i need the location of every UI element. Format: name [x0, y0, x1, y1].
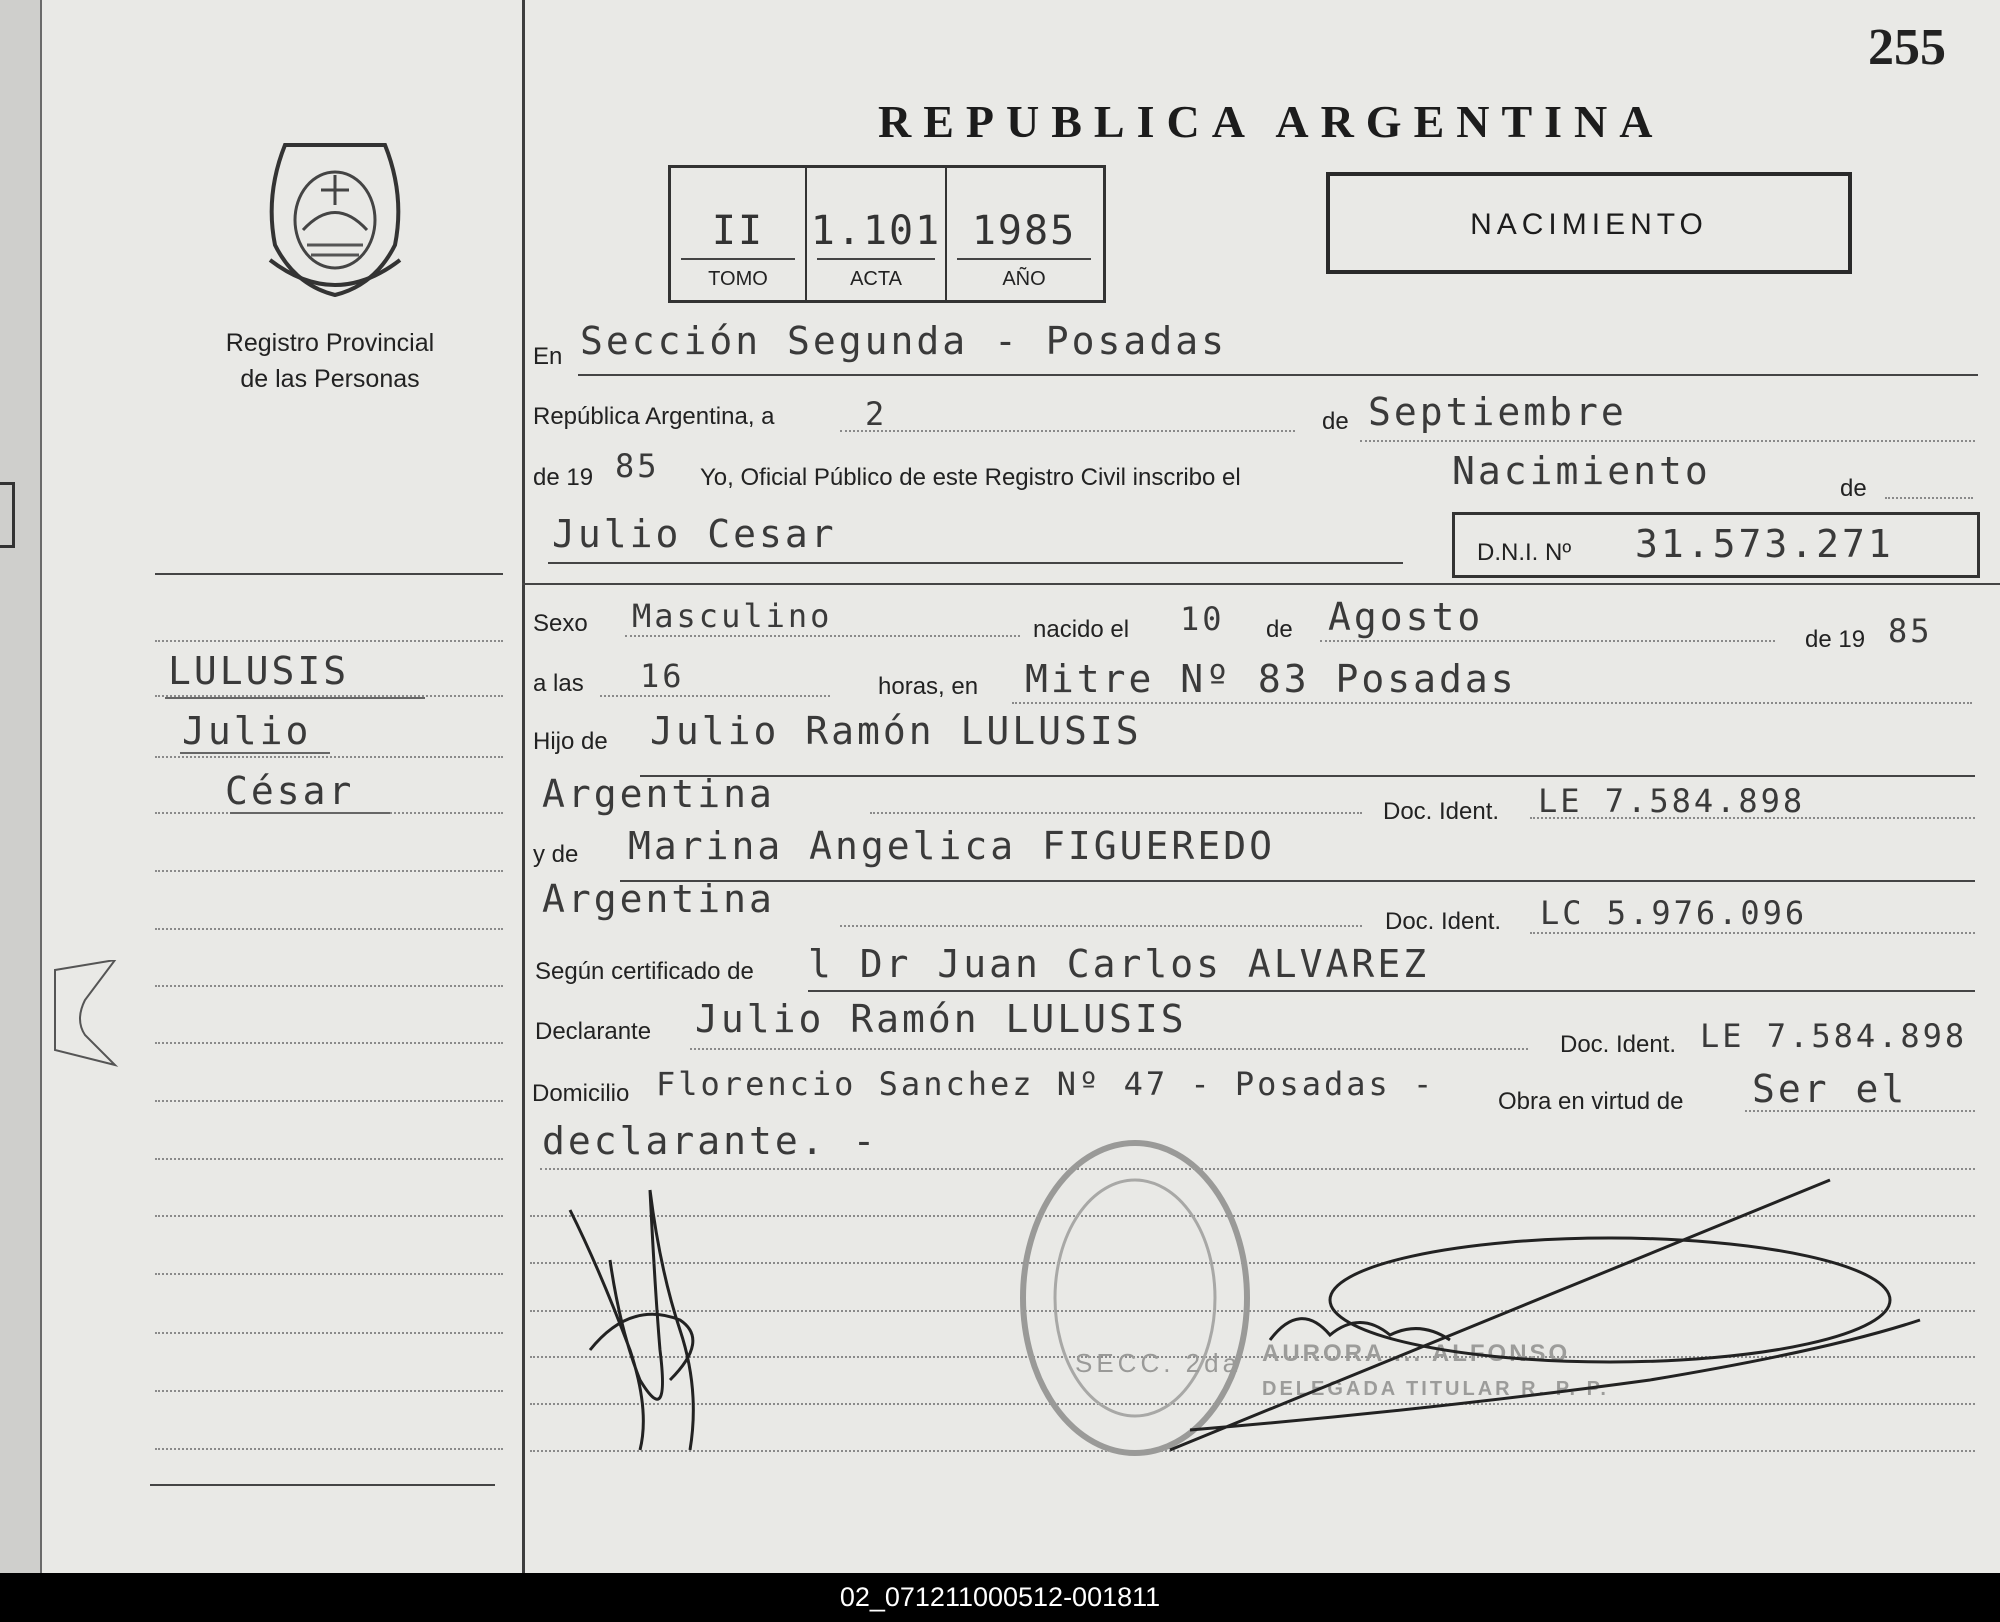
nacido-mes: Agosto	[1328, 595, 1484, 639]
mes-value: Septiembre	[1368, 390, 1627, 434]
sexo-value: Masculino	[632, 597, 833, 635]
image-id-footer: 02_071211000512-001811	[0, 1573, 2000, 1622]
madre-value: Marina Angelica FIGUEREDO	[628, 824, 1275, 868]
dotted-line	[870, 812, 1362, 814]
nombre-value: Julio Cesar	[552, 512, 837, 556]
inscribo-value: Nacimiento	[1452, 449, 1711, 493]
tomo-label: TOMO	[708, 268, 768, 290]
nacido-anio: 85	[1888, 612, 1933, 650]
binding-edge	[0, 0, 40, 1573]
left-dotted-line	[155, 1042, 503, 1044]
hijo-label: Hijo de	[533, 728, 608, 755]
acta-label: ACTA	[850, 268, 902, 290]
acta-box	[668, 165, 1106, 303]
republica-label: República Argentina, a	[533, 403, 775, 430]
de-label: de	[1322, 408, 1349, 435]
obra-label: Obra en virtud de	[1498, 1088, 1684, 1115]
dotted-line	[690, 1048, 1528, 1050]
binding-notch-icon	[45, 960, 125, 1070]
nacido-label: nacido el	[1033, 616, 1130, 643]
left-dotted-line	[155, 1448, 503, 1450]
madre-nacionalidad: Argentina	[542, 877, 775, 921]
official-signature-icon	[1130, 1170, 1930, 1460]
anio-value-field: 85	[615, 447, 660, 485]
dia-value: 2	[865, 395, 888, 433]
de19-label: de 19	[1805, 626, 1866, 653]
madre-doc-label: Doc. Ident.	[1385, 908, 1502, 935]
alas-label: a las	[533, 670, 584, 697]
oficial-text: Yo, Oficial Público de este Registro Civil inscribo el	[700, 464, 1241, 491]
dni-value: 31.573.271	[1635, 522, 1894, 566]
left-dotted-line	[155, 985, 503, 987]
obra-value-2: declarante. -	[542, 1119, 879, 1163]
line-rule	[548, 562, 1403, 564]
declarant-signature-icon	[560, 1150, 740, 1470]
binding-line	[40, 0, 42, 1573]
margin-surname: LULUSIS	[168, 649, 350, 693]
padre-doc: LE 7.584.898	[1538, 782, 1806, 820]
declarante-doc-label: Doc. Ident.	[1560, 1031, 1677, 1058]
acta-value: 1.101	[810, 208, 942, 254]
padre-doc-label: Doc. Ident.	[1383, 798, 1500, 825]
official-title: DELEGADA TITULAR R. P. P.	[1262, 1378, 1609, 1400]
anio-label: AÑO	[1002, 268, 1046, 290]
left-dotted-line	[155, 1100, 503, 1102]
left-rule-top	[155, 573, 503, 575]
anio-prefix: de 19	[533, 464, 594, 491]
province-seal-icon	[255, 135, 415, 300]
left-dotted-line	[155, 1158, 503, 1160]
dotted-line	[1320, 640, 1775, 642]
lugar-value: Mitre Nº 83 Posadas	[1025, 657, 1517, 701]
anio-cell	[947, 168, 1101, 300]
de-label-2: de	[1840, 475, 1867, 502]
registry-line1: Registro Provincial	[225, 329, 435, 357]
record-type-box	[1326, 172, 1852, 274]
hora-value: 16	[640, 657, 685, 695]
left-dotted-line	[155, 928, 503, 930]
domicilio-label: Domicilio	[532, 1080, 630, 1107]
tomo-cell	[671, 168, 807, 300]
binding-clip	[0, 482, 15, 548]
section-rule	[522, 583, 2000, 585]
en-value: Sección Segunda - Posadas	[580, 319, 1227, 363]
dotted-line	[625, 635, 1020, 637]
registry-line2: de las Personas	[240, 365, 420, 393]
left-dotted-line	[155, 1273, 503, 1275]
left-dotted-line	[155, 1390, 503, 1392]
nacido-dia: 10	[1180, 600, 1225, 638]
declarante-label: Declarante	[535, 1018, 652, 1045]
de-label-3: de	[1266, 616, 1293, 643]
margin-name-1: Julio	[182, 709, 312, 753]
dotted-line	[1530, 817, 1975, 819]
horas-label: horas, en	[878, 673, 979, 700]
padre-nacionalidad: Argentina	[542, 772, 775, 816]
registry-label	[150, 325, 510, 397]
left-dotted-line	[155, 1215, 503, 1217]
dotted-line	[1885, 497, 1973, 499]
declarante-value: Julio Ramón LULUSIS	[695, 997, 1187, 1041]
margin-underline	[230, 812, 390, 814]
line-rule	[640, 775, 1975, 777]
line-rule	[808, 990, 1975, 992]
record-type: NACIMIENTO	[1470, 208, 1708, 241]
segun-value: l Dr Juan Carlos ALVAREZ	[808, 942, 1430, 986]
dni-label: D.N.I. Nº	[1477, 539, 1572, 566]
column-divider	[522, 0, 525, 1573]
margin-name-2: César	[225, 769, 355, 813]
margin-underline	[165, 697, 425, 699]
madre-doc: LC 5.976.096	[1540, 894, 1808, 932]
line-rule	[620, 880, 1975, 882]
obra-value: Ser el	[1752, 1067, 1908, 1111]
acta-cell	[807, 168, 947, 300]
domicilio-value: Florencio Sanchez Nº 47 - Posadas -	[656, 1065, 1436, 1103]
dotted-line	[1360, 440, 1975, 442]
anio-value: 1985	[971, 208, 1077, 254]
official-name: AURORA ... ALFONSO	[1262, 1340, 1571, 1367]
margin-underline	[180, 752, 330, 754]
dotted-line	[1530, 932, 1975, 934]
dotted-line	[600, 695, 830, 697]
segun-label: Según certificado de	[535, 958, 754, 985]
declarante-doc: LE 7.584.898	[1700, 1017, 1968, 1055]
left-rule-bottom	[150, 1484, 495, 1486]
page-number: 255	[1868, 19, 1946, 76]
dotted-line	[1745, 1110, 1975, 1112]
yde-label: y de	[533, 841, 579, 868]
left-dotted-line	[155, 1332, 503, 1334]
dotted-line	[1012, 702, 1972, 704]
stamp-center-text: SECC. 2da	[1075, 1348, 1242, 1378]
left-dotted-line	[155, 870, 503, 872]
dotted-line	[840, 925, 1362, 927]
sexo-label: Sexo	[533, 610, 588, 637]
dotted-line	[840, 430, 1295, 432]
dni-box	[1452, 512, 1980, 578]
left-dotted-line	[155, 640, 503, 642]
tomo-value: II	[711, 208, 765, 254]
document-title: REPUBLICA ARGENTINA	[878, 96, 1665, 147]
line-rule	[578, 374, 1978, 376]
en-label: En	[533, 343, 563, 370]
left-dotted-line	[155, 756, 503, 758]
padre-value: Julio Ramón LULUSIS	[650, 709, 1142, 753]
